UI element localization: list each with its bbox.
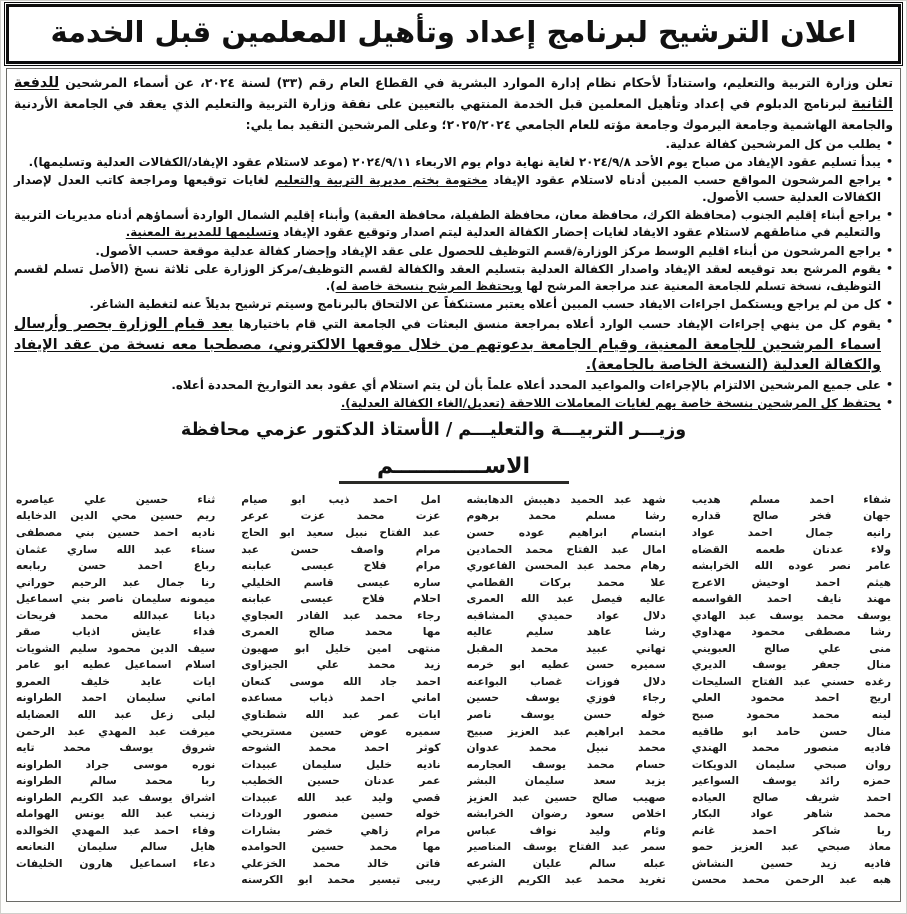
name-entry: دعاء اسماعيل هارون الخليفات bbox=[16, 856, 216, 870]
name-entry: ايات عايد خليف العمرو bbox=[16, 674, 216, 688]
bullet-marker-icon: • bbox=[885, 136, 893, 150]
text-segment: يراجع المرشحون المواقع حسب المبين أدناه لاستلام عقود الإيفاد bbox=[487, 173, 881, 188]
name-entry: مرام زاهي خضر بشارات bbox=[241, 823, 441, 837]
text-segment: ويحتفظ المرشح بنسخة خاصة له bbox=[335, 278, 523, 293]
minister-signature: وزيـــر التربيـــة والتعليـــم / الأستاذ الدكتور عزمي محافظة bbox=[180, 419, 687, 440]
name-entry: مهند نايف احمد القواسمه bbox=[691, 592, 891, 606]
name-entry: شهد عبد الحميد دهيبش الدهابشه bbox=[466, 492, 666, 506]
name-entry: زيد محمد علي الجيزاوى bbox=[241, 658, 441, 672]
name-entry: منال حسن حامد ابو طاقيه bbox=[691, 724, 891, 738]
text-segment: يقوم المرشح بعد توقيعه لعقد الإيفاد واصدار الكفالة العدلية بتسليم العقد والكفالة لقسم التوظيف/مركز الوزارة على ثلاثة نسخ (الأصل تسلم لقسم التوظيف، نسخة تسلم للجامعة المعنية عند مراجعة المرشح لها bbox=[14, 261, 881, 293]
name-entry: محمد نبيل محمد عدوان bbox=[466, 741, 666, 755]
bullet-item bbox=[14, 377, 893, 394]
name-entry: اخلاص سعود رضوان الخرابشه bbox=[466, 807, 666, 821]
name-entry: حسام محمد يوسف العجارمه bbox=[466, 757, 666, 771]
name-entry: عبله سالم عليان الشرعه bbox=[466, 856, 666, 870]
name-entry: عاليه فيصل عبد الله العمرى bbox=[466, 592, 666, 606]
name-entry: سيف الدين محمود سليم الشويات bbox=[16, 641, 216, 655]
name-entry: ميمونه سليمان ناصر بني اسماعيل bbox=[16, 592, 216, 606]
name-entry: هيثم احمد اوحيش الاعرج bbox=[691, 575, 891, 589]
name-entry: عمر عدنان حسين الخطيب bbox=[241, 774, 441, 788]
name-entry: ايات عمر عبد الله شطناوي bbox=[241, 707, 441, 721]
name-entry: وئام وليد نواف عباس bbox=[466, 823, 666, 837]
text-segment: يبدأ تسليم عقود الإيفاد من صباح يوم الأحد ٢٠٢٤/٩/٨ لغاية نهاية دوام يوم الاربعاء ٢٠٢٤/٩/١١ (موعد لاستلام عقود الإيفاد/الكفالات العدلية وتسليمها). bbox=[28, 155, 881, 170]
name-entry: اماني احمد ذياب مساعده bbox=[241, 691, 441, 705]
name-entry: منتهى امين خليل ابو صهيون bbox=[241, 641, 441, 655]
name-entry: رجاء فوزي يوسف حسين bbox=[466, 691, 666, 705]
name-entry: احلام فلاح عيسى عبابنه bbox=[241, 592, 441, 606]
text-segment: بعد قيام الوزارة بحصر وأرسال اسماء المرشحين للجامعة المعنية، وقيام الجامعة بدعوتهم من خلال موقعها الالكتروني، مصطحبا معه نسخة من عقد الإيفاد والكفالة العدلية (النسخة الخاصة بالجامعة). bbox=[14, 315, 881, 374]
bullet-marker-icon: • bbox=[885, 314, 893, 328]
bullet-item bbox=[14, 136, 893, 153]
name-entry: ميرفت عبد المهدي عبد الرحمن bbox=[16, 724, 216, 738]
name-entry: سمر عبد الفتاح يوسف المناصير bbox=[466, 840, 666, 854]
name-entry: شفاء احمد مسلم هديب bbox=[691, 492, 891, 506]
name-entry: رانيه جمال احمد عواد bbox=[691, 525, 891, 539]
announcement-title: اعلان الترشيح لبرنامج إعداد وتأهيل المعلمين قبل الخدمة bbox=[6, 4, 901, 64]
name-entry: مها محمد حسين الحوامده bbox=[241, 840, 441, 854]
bullet-marker-icon: • bbox=[885, 155, 893, 169]
name-entry: رباع احمد حسن ربابعه bbox=[16, 559, 216, 573]
bullet-marker-icon: • bbox=[885, 296, 893, 310]
bullet-item bbox=[14, 172, 893, 206]
text-segment: وتسليمها للمديرية المعنية. bbox=[125, 225, 280, 240]
name-entry: مها محمد صالح العمرى bbox=[241, 625, 441, 639]
name-entry: اماني سليمان احمد الطراونه bbox=[16, 691, 216, 705]
name-entry: ناديه خليل سليمان عبيدات bbox=[241, 757, 441, 771]
name-entry: ليلى زعل عبد الله العضايله bbox=[16, 707, 216, 721]
name-entry: ديانا عبدالله محمد فريحات bbox=[16, 608, 216, 622]
name-entry: سميره حسن عطيه ابو خرمه bbox=[466, 658, 666, 672]
name-entry: رجاء محمد عبد القادر العجاوي bbox=[241, 608, 441, 622]
name-entry: ربا شاكر احمد غانم bbox=[691, 823, 891, 837]
name-entry: تغريد محمد عبد الكريم الزعبي bbox=[466, 873, 666, 887]
name-entry: سميره عوض حسين مستريحي bbox=[241, 724, 441, 738]
name-entry: عزت محمد عزت عرعر bbox=[241, 509, 441, 523]
text-segment: لبرنامج الدبلوم في إعداد وتأهيل المعلمين قبل الخدمة المنتهي بالتعيين على نفقة وزارة التربية والتعليم الذي يعقد في الجامعة الأردنية والجامعة الهاشمية وجامعة اليرموك وجامعة مؤته للعام الجامعي ٢٠٢٥/٢٠٢٤؛ وعلى المرشحين التقيد بما يلي: bbox=[14, 97, 893, 132]
name-entry: يزيد سعد سليمان البشر bbox=[466, 774, 666, 788]
name-entry: مرام فلاح عيسى عبابنه bbox=[241, 559, 441, 573]
name-entry: رشا مصطفى محمود مهداوي bbox=[691, 625, 891, 639]
name-entry: كوثر احمد محمد الشوحه bbox=[241, 741, 441, 755]
name-entry: رهام محمد عبد المحسن الفاعوري bbox=[466, 559, 666, 573]
name-entry: وفاء احمد عبد المهدي الخوالده bbox=[16, 823, 216, 837]
name-entry: ساره عيسى قاسم الخليلي bbox=[241, 575, 441, 589]
name-entry: خوله حسين منصور الوردات bbox=[241, 807, 441, 821]
name-entry: ثناء حسين علي عياصره bbox=[16, 492, 216, 506]
bullet-marker-icon: • bbox=[885, 261, 893, 275]
name-entry: اريج احمد محمود العلي bbox=[691, 691, 891, 705]
name-entry: صهيب صالح حسين عبد العزيز bbox=[466, 790, 666, 804]
text-segment: كل من لم يراجع ويستكمل اجراءات الايفاد حسب المبين أعلاه يعتبر مستنكفاً عن الالتحاق بالبرنامج وسيتم ترشيح بديلاً عنه لتغطية الشاغر. bbox=[89, 296, 881, 311]
text-segment: لغايات توقيعها ومراجعة كاتب العدل لإصدار الكفالات العدلية حسب الأصول. bbox=[14, 173, 881, 205]
bullet-item bbox=[14, 296, 893, 313]
name-entry: لينه محمد محمود صبح bbox=[691, 707, 891, 721]
name-entry: دلال عواد حميدي المشاقبه bbox=[466, 608, 666, 622]
name-entry: ابتسام ابراهيم عوده حسن bbox=[466, 525, 666, 539]
bullet-item bbox=[14, 395, 893, 412]
name-column-header: الاســــــــــــم bbox=[339, 454, 569, 484]
name-entry: هايل سالم سليمان النعانعه bbox=[16, 840, 216, 854]
name-entry: تهاني عبيد محمد المقبل bbox=[466, 641, 666, 655]
name-entry: رشا مسلم محمد برهوم bbox=[466, 509, 666, 523]
name-entry: قصي وليد عبد الله عبيدات bbox=[241, 790, 441, 804]
name-entry: خوله حسن يوسف ناصر bbox=[466, 707, 666, 721]
instructions-list bbox=[14, 136, 893, 412]
name-entry: امل احمد ذيب ابو صيام bbox=[241, 492, 441, 506]
name-entry: احمد شريف صالح العياده bbox=[691, 790, 891, 804]
name-entry: اسلام اسماعيل عطيه ابو عامر bbox=[16, 658, 216, 672]
name-entry: جهان فخر صالح قداره bbox=[691, 509, 891, 523]
candidate-names-grid bbox=[14, 486, 893, 889]
text-segment: يحتفظ كل المرشحين بنسخة خاصة بهم لغايات المعاملات اللاحقة (تعديل/الغاء الكفالة العدلية). bbox=[340, 395, 881, 410]
name-entry: امال عبد الفتاح محمد الحمادين bbox=[466, 542, 666, 556]
name-entry: ريم حسين محي الدين الدخايله bbox=[16, 509, 216, 523]
name-entry: شروق يوسف محمد تايه bbox=[16, 741, 216, 755]
name-entry: رشا عاهد سليم عاليه bbox=[466, 625, 666, 639]
name-entry: معاذ صبحي عبد العزيز حمو bbox=[691, 840, 891, 854]
name-entry: احمد جاد الله موسى كنعان bbox=[241, 674, 441, 688]
text-segment: تعلن وزارة التربية والتعليم، واستناداً لأحكام نظام إدارة الموارد البشرية في القطاع العام رقم (٣٣) لسنة ٢٠٢٤، عن أسماء المرشحين bbox=[59, 75, 893, 90]
text-segment: يقوم كل من ينهي إجراءات الإيفاد حسب الوارد أعلاه بمراجعة منسق البعثات في الجامعة التي قام باختيارها bbox=[233, 316, 881, 331]
name-entry: محمد ابراهيم عبد العزيز صبيح bbox=[466, 724, 666, 738]
name-entry: عامر نصر عوده الله الخرابشه bbox=[691, 559, 891, 573]
name-column-3 bbox=[241, 492, 440, 889]
name-entry: ربا محمد سالم الطراونه bbox=[16, 774, 216, 788]
text-segment: على جميع المرشحين الالتزام بالإجراءات والمواعيد المحدد أعلاه علماً بأن لن يتم استلام أي عقود بعد التواريخ المحددة أعلاه. bbox=[171, 377, 881, 392]
text-segment: ). bbox=[325, 278, 336, 293]
bullet-item bbox=[14, 243, 893, 260]
bullet-item bbox=[14, 207, 893, 241]
name-entry: ناديه احمد حسين بني مصطفى bbox=[16, 525, 216, 539]
name-entry: فاتن خالد محمد الخزعلي bbox=[241, 856, 441, 870]
name-entry: نوره موسى جراد الطراونه bbox=[16, 757, 216, 771]
bullet-marker-icon: • bbox=[885, 395, 893, 409]
name-entry: فاديه زيد حسين النشاش bbox=[691, 856, 891, 870]
name-entry: حمزه رائد يوسف السواعير bbox=[691, 774, 891, 788]
intro-paragraph bbox=[14, 73, 893, 134]
name-entry: علا محمد بركات القطامي bbox=[466, 575, 666, 589]
name-entry: اشراق يوسف عبد الكريم الطراونه bbox=[16, 790, 216, 804]
name-entry: رغده حسني عبد الفتاح السليحات bbox=[691, 674, 891, 688]
name-entry: محمد شاهر عواد البكار bbox=[691, 807, 891, 821]
name-entry: فاديه منصور محمد الهندي bbox=[691, 741, 891, 755]
text-segment: يراجع المرشحون من أبناء اقليم الوسط مركز الوزارة/قسم التوظيف للحصول على عقد الإيفاد وإحضار كفالة عدلية موقعة حسب الأصول. bbox=[95, 243, 881, 258]
name-entry: ريبى تيسير محمد ابو الكرسنه bbox=[241, 873, 441, 887]
text-segment: يراجع أبناء إقليم الجنوب (محافظة الكرك، محافظة معان، محافظة الطفيلة، محافظة العقبة) وأبناء إقليم الشمال الواردة أسماؤهم أدناه مديريات التربية والتعليم في مناطقهم لاستلام عقود الايفاد لغايات إحضار الكفالة العدلية ليتم اصدار وتوقيع عقود الإيفاد bbox=[14, 208, 881, 240]
name-entry: عبد الفتاح نبيل سعيد ابو الحاج bbox=[241, 525, 441, 539]
name-entry: فداء عايش اذياب صقر bbox=[16, 625, 216, 639]
bullet-marker-icon: • bbox=[885, 377, 893, 391]
bullet-item bbox=[14, 154, 893, 171]
announcement-body bbox=[6, 68, 901, 902]
bullet-marker-icon: • bbox=[885, 208, 893, 222]
name-column-4 bbox=[16, 492, 215, 889]
name-column-1 bbox=[692, 492, 891, 889]
text-segment: للدفعة الثانية bbox=[14, 74, 893, 113]
name-entry: يوسف محمد يوسف عبد الهادي bbox=[691, 608, 891, 622]
text-segment: مختومة بختم مديرية التربية والتعليم bbox=[274, 173, 488, 188]
name-entry: ولاء عدنان طعمه القضاه bbox=[691, 542, 891, 556]
text-segment: يطلب من كل المرشحين كفالة عدلية. bbox=[665, 136, 881, 151]
name-entry: منى علي صالح العبويني bbox=[691, 641, 891, 655]
bullet-marker-icon: • bbox=[885, 243, 893, 257]
name-entry: زينب عبد الله يونس الهوامله bbox=[16, 807, 216, 821]
name-entry: هبه عبد الرحمن محمد محسن bbox=[691, 873, 891, 887]
name-column-2 bbox=[467, 492, 666, 889]
name-entry: مرام واصف حسن عبد bbox=[241, 542, 441, 556]
name-entry bbox=[16, 872, 215, 889]
name-entry: دلال فوزات غصاب البواعنه bbox=[466, 674, 666, 688]
name-entry: منال جعفر يوسف الديري bbox=[691, 658, 891, 672]
name-entry: سناء عبد الله ساري عثمان bbox=[16, 542, 216, 556]
bullet-item bbox=[14, 261, 893, 295]
bullet-item bbox=[14, 314, 893, 376]
name-entry: رنا جمال عبد الرحيم حوراني bbox=[16, 575, 216, 589]
bullet-marker-icon: • bbox=[885, 173, 893, 187]
name-entry: روان صبحي سليمان الدويكات bbox=[691, 757, 891, 771]
